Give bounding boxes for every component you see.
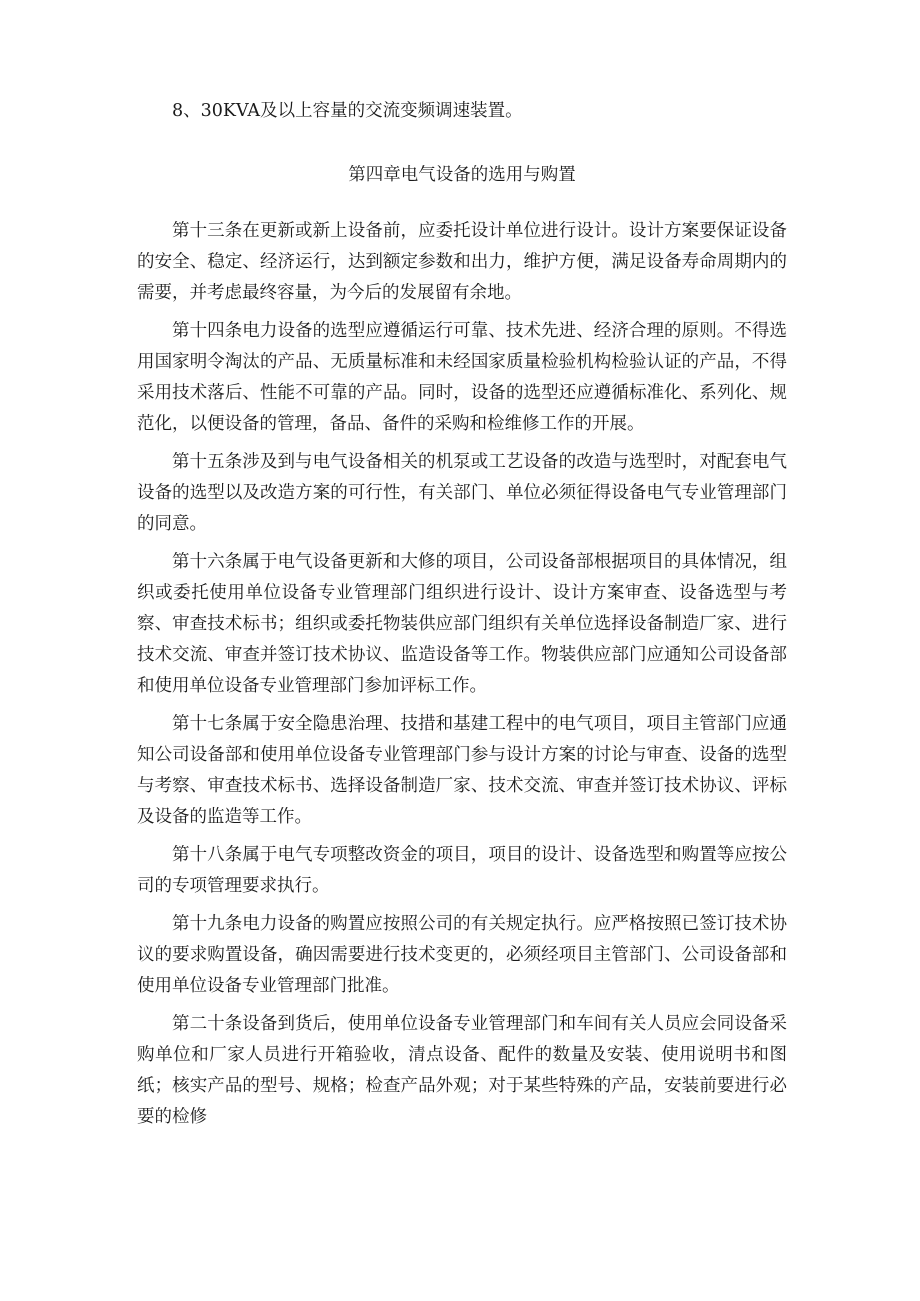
article-20: 第二十条设备到货后，使用单位设备专业管理部门和车间有关人员应会同设备采购单位和厂家人员进行开箱验收，清点设备、配件的数量及安装、使用说明书和图纸；核实产品的型号、规格；检查产品外观；对于某些特殊的产品，安装前要进行必要的检修 [137,1014,787,1127]
article-18: 第十八条属于电气专项整改资金的项目，项目的设计、设备选型和购置等应按公司的专项管理要求执行。 [137,845,787,896]
article-list [137,216,787,1140]
article-19: 第十九条电力设备的购置应按照公司的有关规定执行。应严格按照已签订技术协议的要求购置设备，确因需要进行技术变更的，必须经项目主管部门、公司设备部和使用单位设备专业管理部门批准。 [137,914,787,996]
chapter-title: 第四章电气设备的选用与购置 [348,165,576,185]
article-16: 第十六条属于电气设备更新和大修的项目，公司设备部根据项目的具体情况，组织或委托使用单位设备专业管理部门组织进行设计、设计方案审查、设备选型与考察、审查技术标书；组织或委托物装供应部门组织有关单位选择设备制造厂家、进行技术交流、审查并签订技术协议、监造设备等工作。物装供应部门应通知公司设备部和使用单位设备专业管理部门参加评标工作。 [137,552,787,696]
list-item-8: 8、30KVA及以上容量的交流变频调速装置。 [172,101,523,121]
article-14: 第十四条电力设备的选型应遵循运行可靠、技术先进、经济合理的原则。不得选用国家明令淘汰的产品、无质量标准和未经国家质量检验机构检验认证的产品，不得采用技术落后、性能不可靠的产品。同时，设备的选型还应遵循标准化、系列化、规范化，以便设备的管理，备品、备件的采购和检维修工作的开展。 [137,321,787,434]
article-13: 第十三条在更新或新上设备前，应委托设计单位进行设计。设计方案要保证设备的安全、稳定、经济运行，达到额定参数和出力，维护方便，满足设备寿命周期内的需要，并考虑最终容量，为今后的发展留有余地。 [137,221,787,303]
article-17: 第十七条属于安全隐患治理、技措和基建工程中的电气项目，项目主管部门应通知公司设备部和使用单位设备专业管理部门参与设计方案的讨论与审查、设备的选型与考察、审查技术标书、选择设备制造厂家、技术交流、审查并签订技术协议、评标及设备的监造等工作。 [137,714,787,827]
article-15: 第十五条涉及到与电气设备相关的机泵或工艺设备的改造与选型时，对配套电气设备的选型以及改造方案的可行性，有关部门、单位必须征得设备电气专业管理部门的同意。 [137,452,787,534]
